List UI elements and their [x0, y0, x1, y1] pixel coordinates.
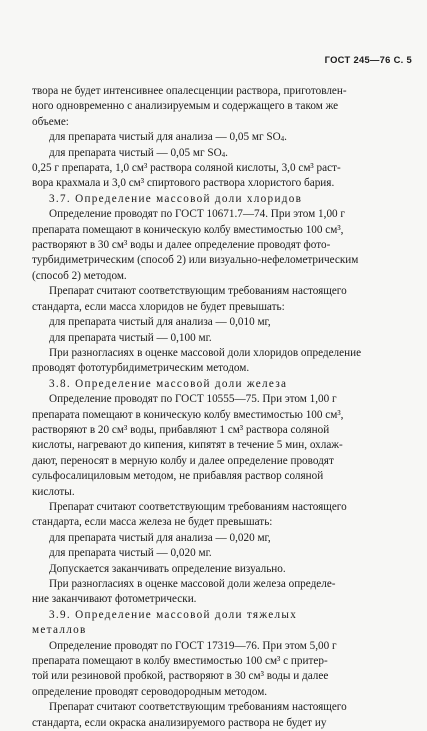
line-text: стандарта, если масса железа не будет превышать: [32, 516, 273, 529]
text-line [32, 176, 408, 191]
line-text: для препарата чистый — 0,020 мг. [49, 547, 212, 560]
line-text: твора не будет интенсивнее опалесценции раствора, приготовлен- [32, 85, 347, 97]
line-text: стандарта, если масса хлоридов не будет превышать: [32, 300, 285, 313]
line-text: При разногласиях в оценке массовой доли железа определе- [49, 578, 336, 590]
text-line [32, 161, 408, 176]
line-text: препарата помещают в коническую колбу вместимостью 100 см³, [32, 408, 344, 421]
text-line [32, 685, 408, 700]
subscript: 4 [221, 150, 226, 159]
text-line [32, 485, 408, 500]
text-line [32, 423, 408, 438]
line-text: 0,25 г препарата, 1,0 см³ раствора соляной кислоты, 3,0 см³ раст- [32, 162, 341, 175]
text-line [32, 546, 408, 561]
text-line [32, 269, 408, 284]
text-line [32, 130, 408, 145]
text-line [32, 207, 408, 222]
line-text-after: . [225, 146, 228, 159]
text-line [32, 531, 408, 546]
line-text: растворяют в 20 см³ воды, прибавляют 1 см³ раствора соляной [32, 423, 330, 436]
line-text: (способ 2) методом. [32, 269, 127, 282]
line-text: 3.7. Определение массовой доли хлоридов [49, 192, 303, 205]
line-text: вора крахмала и 3,0 см³ спиртового раствора хлористого бария. [32, 177, 335, 190]
text-line [32, 253, 408, 268]
text-line [32, 408, 408, 423]
line-text: кислоты. [32, 485, 75, 498]
text-line [32, 392, 408, 407]
section-heading-line [32, 623, 408, 638]
line-text: дают, переносят в мерную колбу и далее определение проводят [32, 454, 334, 467]
text-line [32, 99, 408, 114]
text-line [32, 500, 408, 515]
text-line [32, 469, 408, 484]
text-line [32, 438, 408, 453]
line-text: сульфосалициловым методом, не прибавляя раствор соляной [32, 470, 324, 483]
line-text: препарата помещают в коническую колбу вместимостью 100 см³, [32, 223, 344, 236]
subscript: 4 [280, 135, 285, 144]
line-text: для препарата чистый — 0,100 мг. [49, 331, 212, 344]
page-header: ГОСТ 245—76 С. 5 [324, 54, 412, 65]
text-line [32, 562, 408, 577]
text-line [32, 577, 408, 592]
line-text: ние заканчивают фотометрически. [32, 593, 197, 606]
line-text: При разногласиях в оценке массовой доли хлоридов определение [49, 346, 362, 359]
text-line [32, 515, 408, 530]
text-line [32, 238, 408, 253]
line-text: растворяют в 30 см³ воды и далее определение проводят фото- [32, 239, 331, 252]
line-text: Определение проводят по ГОСТ 10555—75. При этом 1,00 г [49, 393, 337, 406]
line-text: Допускается заканчивать определение визуально. [49, 562, 286, 575]
line-text: Препарат считают соответствующим требованиям настоящего [49, 500, 347, 513]
line-text: Препарат считают соответствующим требованиям настоящего [49, 701, 347, 714]
line-text: объеме: [32, 115, 69, 128]
section-heading-line [32, 192, 408, 207]
text-line [32, 716, 408, 731]
text-line [32, 700, 408, 715]
text-line [32, 223, 408, 238]
line-text: Определение проводят по ГОСТ 10671.7—74. При этом 1,00 г [49, 208, 346, 221]
text-line [32, 84, 408, 99]
line-text: той или резиновой пробкой, растворяют в 30 см³ воды и далее [32, 670, 329, 683]
line-text: Определение проводят по ГОСТ 17319—76. При этом 5,00 г [49, 639, 337, 652]
line-text: препарата помещают в колбу вместимостью 100 см³ с притер- [32, 655, 328, 668]
text-line [32, 146, 408, 161]
line-text: для препарата чистый для анализа — 0,020 мг, [49, 531, 271, 544]
line-text: стандарта, если окраска анализируемого раствора не будет иу [32, 716, 327, 729]
line-text: Препарат считают соответствующим требованиям настоящего [49, 285, 347, 298]
text-line [32, 115, 408, 130]
text-line [32, 284, 408, 299]
line-text: 3.9. Определение массовой доли тяжелых [49, 608, 298, 621]
text-line [32, 331, 408, 346]
line-text: турбидиметрическим (способ 2) или визуально-нефелометрическим [32, 254, 359, 267]
section-heading-line [32, 608, 408, 623]
line-text: 3.8. Определение массовой доли железа [49, 377, 288, 390]
text-line [32, 592, 408, 607]
line-text: для препарата чистый — 0,05 мг SO [49, 146, 222, 159]
line-text-after: . [284, 131, 287, 144]
text-line [32, 315, 408, 330]
line-text: ного одновременно с анализируемым и содержащего в таком же [32, 100, 339, 113]
text-line [32, 454, 408, 469]
line-text: металлов [32, 624, 87, 637]
text-line [32, 639, 408, 654]
page-body [32, 84, 408, 731]
line-text: определение проводят сероводородным методом. [32, 685, 268, 698]
text-line [32, 654, 408, 669]
line-text: для препарата чистый для анализа — 0,05 мг SO [49, 131, 281, 144]
text-line [32, 346, 408, 361]
section-heading-line [32, 377, 408, 392]
text-line [32, 361, 408, 376]
line-text: для препарата чистый для анализа — 0,010 мг, [49, 316, 271, 329]
line-text: кислоты, нагревают до кипения, кипятят в течение 5 мин, охлаж- [32, 439, 343, 452]
text-line [32, 300, 408, 315]
line-text: проводят фототурбидиметрическим методом. [32, 362, 250, 375]
text-line [32, 669, 408, 684]
